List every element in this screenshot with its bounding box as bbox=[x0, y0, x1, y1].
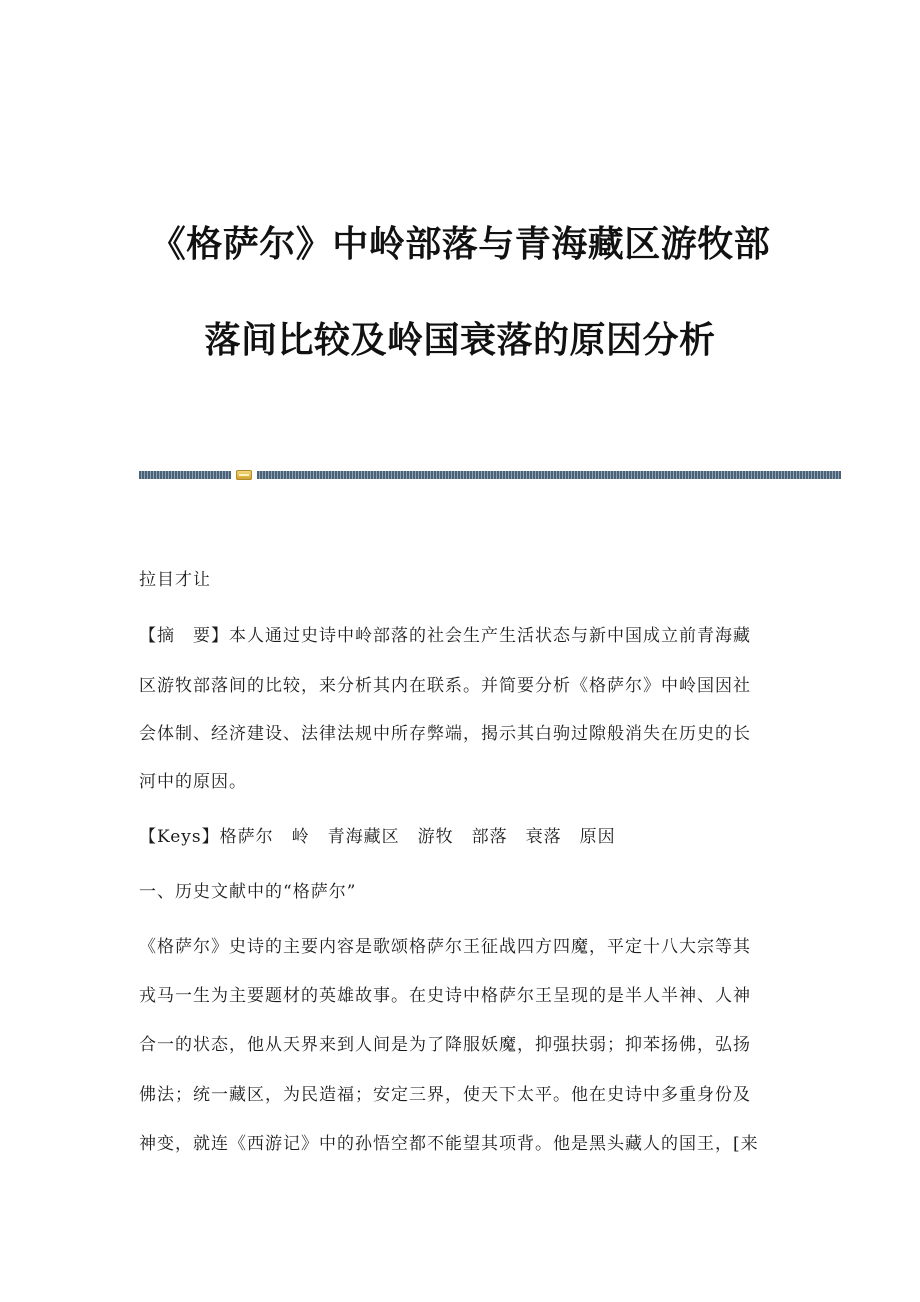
keywords-line: 【Keys】格萨尔 岭 青海藏区 游牧 部落 衰落 原因 bbox=[139, 827, 616, 847]
document-title-line-1: 《格萨尔》中岭部落与青海藏区游牧部 bbox=[149, 224, 771, 265]
body-line-4: 佛法；统一藏区，为民造福；安定三界，使天下太平。他在史诗中多重身份及 bbox=[139, 1085, 751, 1105]
abstract-line-3: 会体制、经济建设、法律法规中所存弊端，揭示其白驹过隙般消失在历史的长 bbox=[139, 724, 751, 744]
title-divider bbox=[139, 470, 841, 480]
abstract-line-4: 河中的原因。 bbox=[139, 772, 247, 792]
body-line-3: 合一的状态，他从天界来到人间是为了降服妖魔，抑强扶弱；抑苯扬佛，弘扬 bbox=[139, 1035, 751, 1055]
document-title-line-2: 落间比较及岭国衰落的原因分析 bbox=[204, 320, 716, 361]
body-line-5: 神变，就连《西游记》中的孙悟空都不能望其项背。他是黑头藏人的国王，[来 bbox=[139, 1134, 759, 1154]
divider-ornament-icon bbox=[236, 470, 252, 480]
abstract-line-1: 【摘 要】本人通过史诗中岭部落的社会生产生活状态与新中国成立前青海藏 bbox=[139, 626, 751, 646]
section-heading: 一、历史文献中的“格萨尔” bbox=[139, 882, 357, 902]
divider-bar-left bbox=[139, 471, 231, 479]
body-line-2: 戎马一生为主要题材的英雄故事。在史诗中格萨尔王呈现的是半人半神、人神 bbox=[139, 986, 751, 1006]
author-name: 拉目才让 bbox=[139, 570, 211, 590]
abstract-line-2: 区游牧部落间的比较，来分析其内在联系。并简要分析《格萨尔》中岭国因社 bbox=[139, 676, 751, 696]
divider-bar-right bbox=[257, 471, 841, 479]
body-line-1: 《格萨尔》史诗的主要内容是歌颂格萨尔王征战四方四魔，平定十八大宗等其 bbox=[139, 937, 751, 957]
